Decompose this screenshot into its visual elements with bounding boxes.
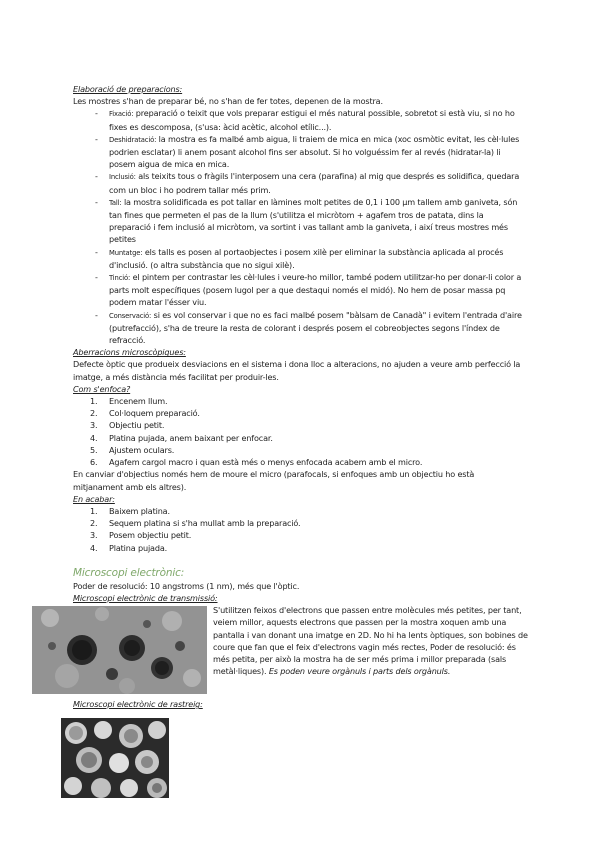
list-item: - Conservació: si es vol conservar i que no es faci malbé posem "bàlsam de Canadà" i evitem l'entrada d'aire (putrefacció), s'ha de treure la resta de colorant i després posem el cobreobjectes segons l'índex de refracció. [95, 309, 525, 347]
transmissio-text: S'utilitzen feixos d'electrons que passen entre molècules més petites, per tant, veiem millor, aquests electrons que passen per la mostra xoquen amb una pantalla i van donant una imatge en 2D. No hi ha lents òptiques, son bobines de coure que fan que el feix d'electrons vagin més rectes, Poder de resolució: és més petita, per això la mostra ha de ser més prima i millor preparada (sals metàl·liques). Es poden veure orgànuls i parts dels orgànuls. [213, 605, 528, 677]
list-item: 6. Agafem cargol macro i quan està més o menys enfocada acabem amb el micro. [90, 457, 423, 468]
list-item: 4. Platina pujada, anem baixant per enfocar. [90, 432, 273, 443]
section-heading-preparacions: Elaboració de preparacions: [73, 84, 183, 94]
aberracions-text: Defecte òptic que produeix desviacions en el sistema i dona lloc a alteracions, no ajuden a veure amb perfecció la imatge, a més distància més facilitat per produir-les. [73, 359, 521, 382]
electronic-resolucio: Poder de resolució: 10 angstroms (1 nm), més que l'òptic. [73, 580, 300, 591]
section-heading-rastreig: Microscopi electrònic de rastreig: [73, 699, 203, 710]
rastreig-block [73, 710, 525, 800]
enfoca-steps [73, 395, 525, 468]
enfoca-note: En canviar d'objectius només hem de moure el micro (parafocals, si enfoques amb un objectiu ho està mitjanament amb els altres). [73, 469, 475, 492]
list-item: 1. Encenem llum. [90, 396, 168, 407]
electronic-title: Microscopi electrònic: [73, 566, 185, 579]
preparacions-list [73, 107, 525, 346]
list-item: - Deshidratació: la mostra es fa malbé amb aigua, li traiem de mica en mica (xoc osmòtic evitat, les cèl·lules podrien esclatar) li anem posant alcohol fins ser absolut. Si ho volguéssim fer al revés (hidratar-la) li posem aigua de mica en mica. [95, 133, 525, 171]
list-item: - Tall: la mostra solidificada es pot tallar en làmines molt petites de 0,1 i 100 µm tallem amb ganiveta, són tan fines que permeten el pas de la llum (s'utilitza el micròtom + agafem tros de patata, dins la preparació i fem inclusió al micròtom, va sortint i vas tallant amb la ganiveta, i així treus mostres més petites [95, 196, 525, 246]
list-item: 1. Baixem platina. [90, 505, 170, 516]
document-content [73, 83, 528, 800]
transmission-micrograph-image [32, 606, 207, 694]
list-item: 2. Sequem platina si s'ha mullat amb la preparació. [90, 518, 301, 529]
list-item: 3. Posem objectiu petit. [90, 530, 192, 541]
list-item: 2. Col·loquem preparació. [90, 408, 200, 419]
list-item: - Inclusió: als teixits tous o fràgils l'interposem una cera (parafina) al mig que després es solidifica, quedara com un bloc i ho podrem tallar més prim. [95, 170, 525, 195]
section-heading-enfoca: Com s'enfoca? [73, 383, 131, 394]
acabar-steps [73, 505, 525, 554]
section-heading-transmissio: Microscopi electrònic de transmissió: [73, 592, 218, 603]
list-item: 3. Objectiu petit. [90, 420, 165, 431]
section-heading-aberracions: Aberracions microscòpiques: [73, 347, 186, 358]
preparacions-intro: Les mostres s'han de preparar bé, no s'han de fer totes, depenen de la mostra. [73, 96, 383, 107]
section-heading-acabar: En acabar: [73, 493, 115, 504]
list-item: - Tinció: el pintem per contrastar les cèl·lules i veure-ho millor, també podem utilitzar-ho per donar-li color a parts molt específiques (posem lugol per a que destaqui només el midó). No hem de posar massa pq podem matar l'ésser viu. [95, 271, 525, 309]
transmissio-block [73, 604, 528, 686]
list-item: - Muntatge: els talls es posen al portaobjectes i posem xilè per eliminar la substància aplicada al procés d'inclusió. (o altra substància que no sigui xilè). [95, 246, 525, 271]
list-item: 4. Platina pujada. [90, 542, 168, 553]
list-item: - Fixació: preparació o teixit que vols preparar estigui el més natural possible, sobretot si està viu, si no ho fixes es descomposa, (s'usa: àcid acètic, alcohol etílic...). [95, 107, 525, 132]
scanning-micrograph-image [61, 718, 169, 798]
list-item: 5. Ajustem oculars. [90, 444, 175, 455]
